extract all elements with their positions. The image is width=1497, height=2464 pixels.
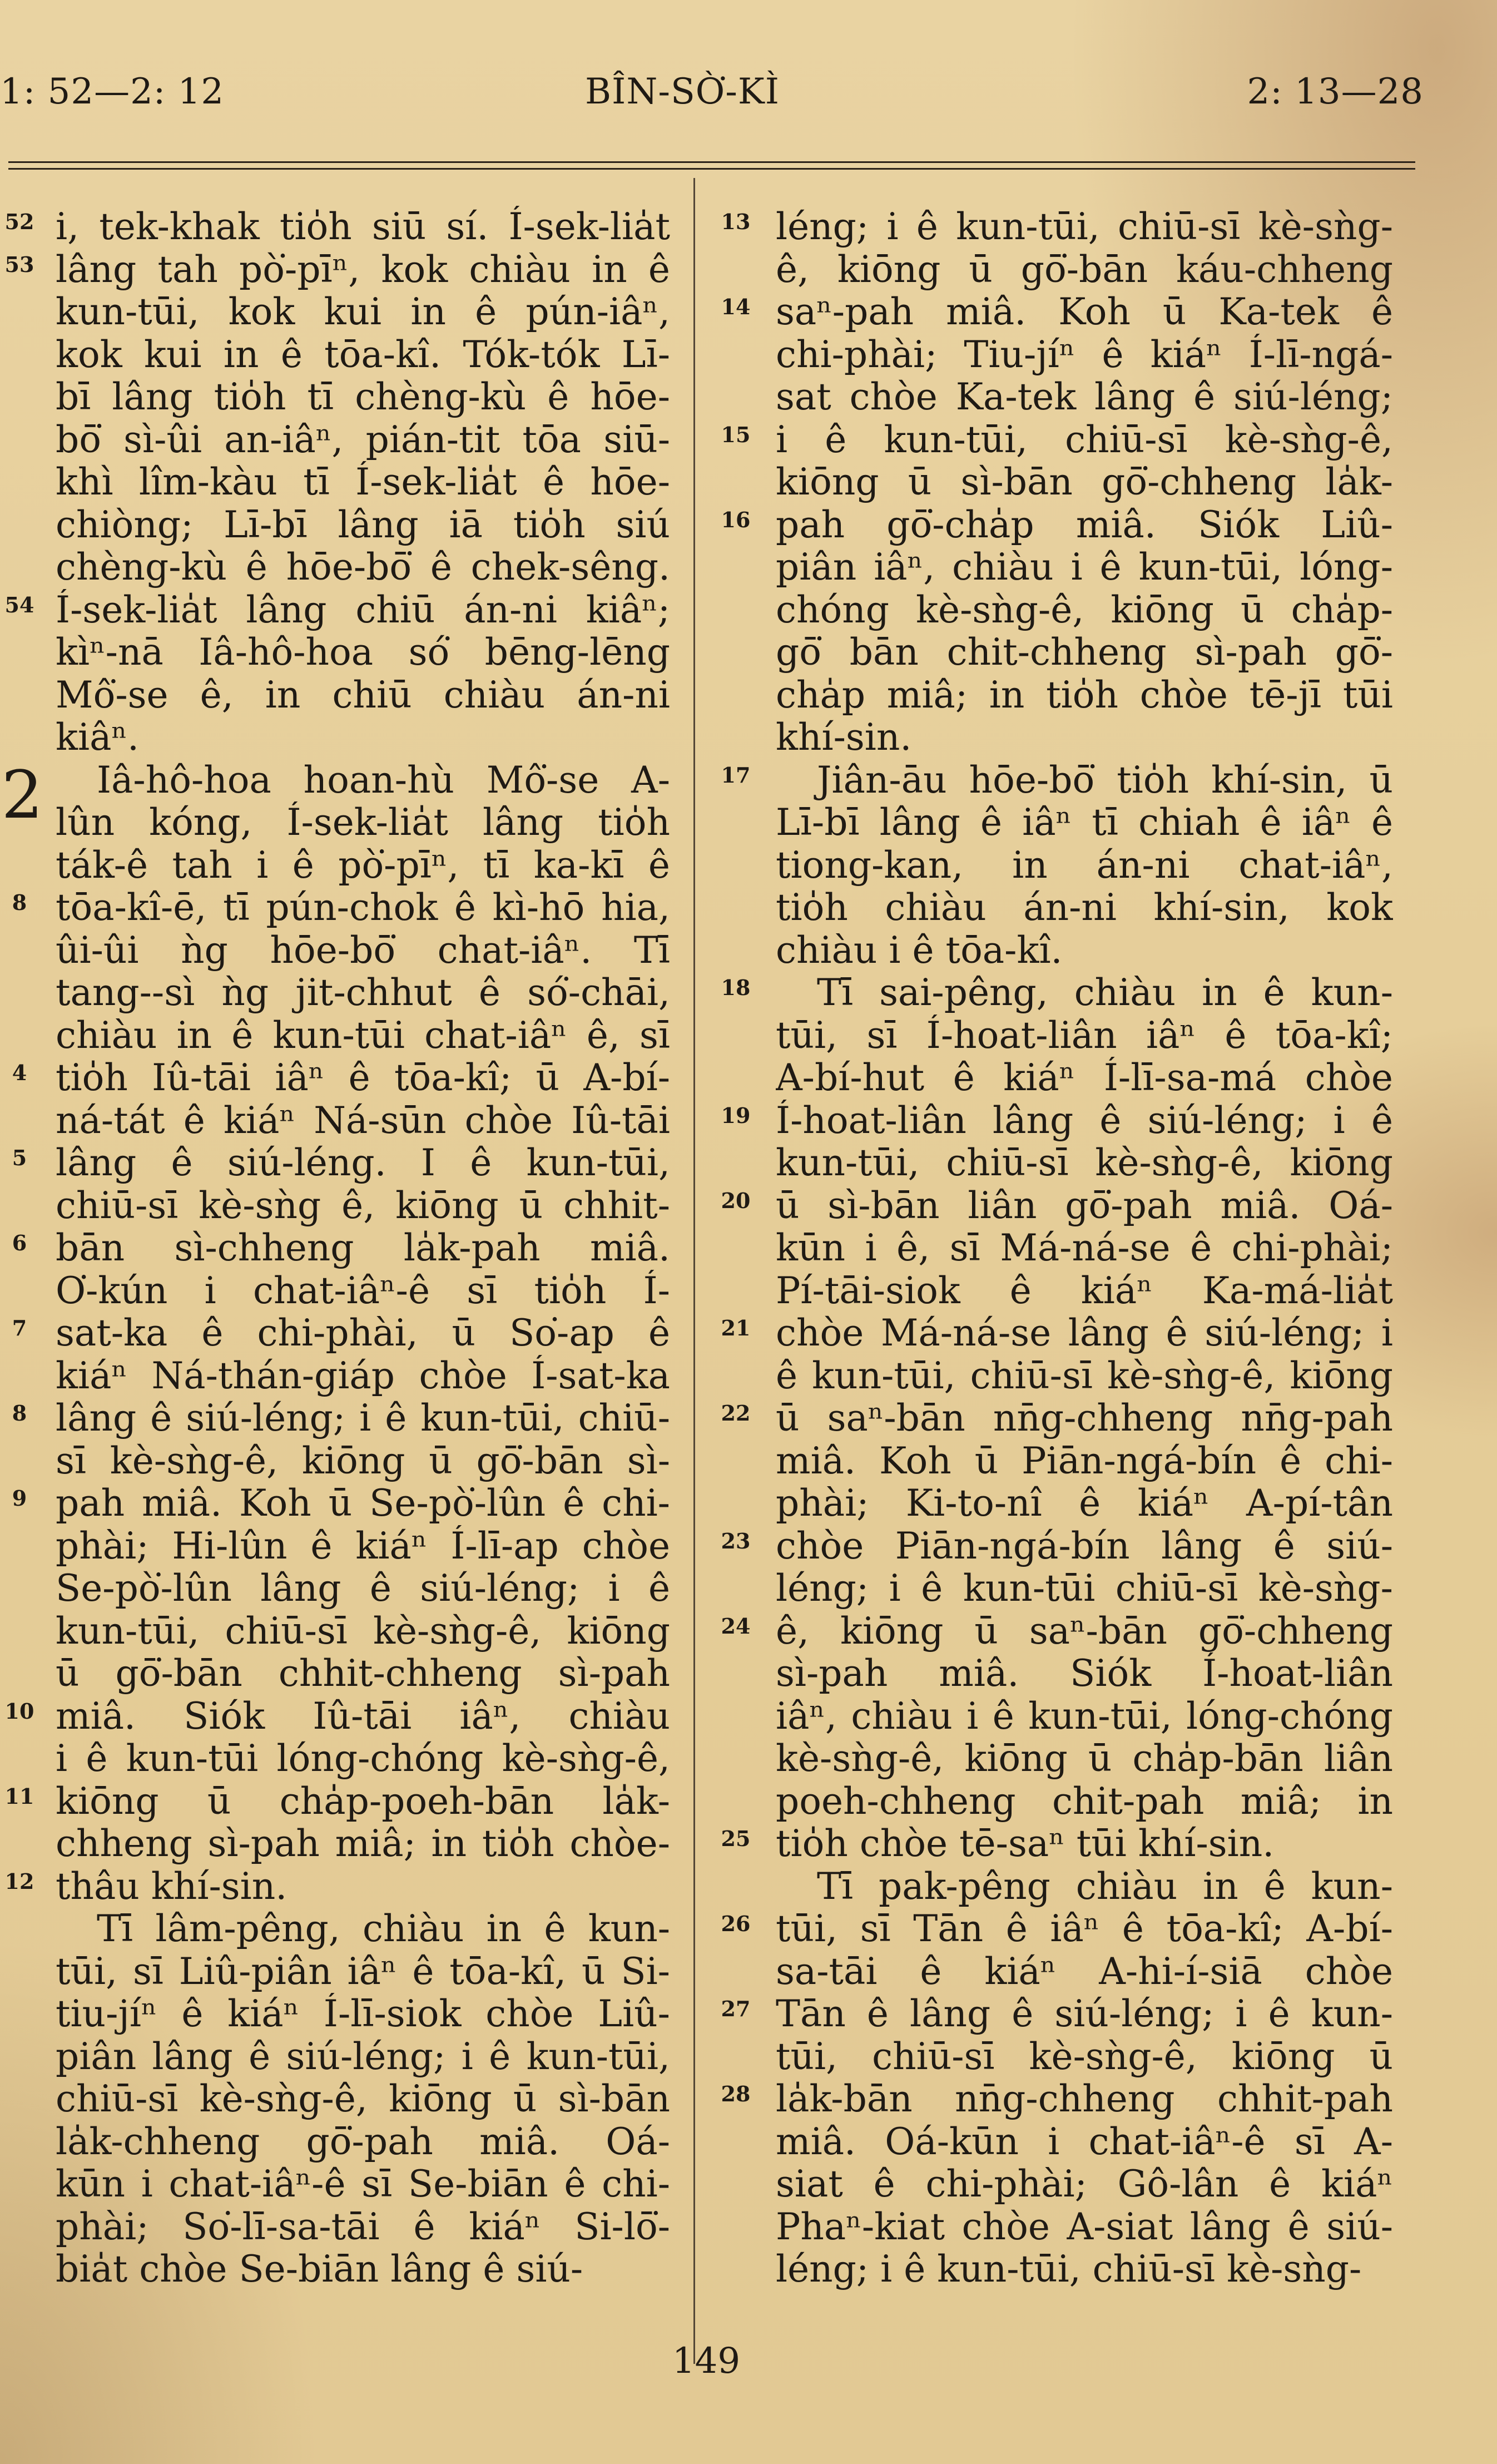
left-text-column bbox=[56, 206, 670, 2291]
verse-number: 14 bbox=[721, 294, 751, 319]
text-line: ták-ê tah i ê pò͘-pīⁿ, tī ka-kī ê bbox=[56, 844, 670, 887]
page-number: 149 bbox=[672, 2341, 741, 2382]
text-line: chòe Piān-ngá-bín lâng ê siú- bbox=[776, 1525, 1393, 1567]
text-line: chiàu in ê kun-tūi chat-iâⁿ ê, sī bbox=[56, 1014, 670, 1057]
verse-number: 21 bbox=[721, 1315, 751, 1340]
text-line: kiâⁿ. bbox=[56, 716, 139, 759]
verse-number: 4 bbox=[12, 1060, 27, 1085]
text-line: Lī-bī lâng ê iâⁿ tī chiah ê iâⁿ ê bbox=[776, 801, 1393, 844]
verse-number: 11 bbox=[4, 1783, 34, 1809]
text-line: Í-sek-lia̍t lâng chiū án-ni kiâⁿ; bbox=[56, 588, 670, 631]
header-left-reference: 1: 52—2: 12 bbox=[0, 71, 225, 112]
text-line: Iâ-hô-hoa hoan-hù Mô͘-se A- bbox=[97, 759, 670, 801]
text-line: tang--sì ǹg jit-chhut ê só͘-chāi, bbox=[56, 972, 670, 1014]
text-line: chheng sì-pah miâ; in tio̍h chòe- bbox=[56, 1823, 670, 1865]
text-line: gō͘ bān chit-chheng sì-pah gō͘- bbox=[776, 631, 1393, 674]
header-book-title: BÎN-SÒ͘-KÌ bbox=[585, 71, 780, 112]
verse-number: 13 bbox=[721, 209, 751, 234]
verse-number: 27 bbox=[721, 1996, 751, 2021]
verse-number: 8 bbox=[12, 890, 27, 915]
text-line: miâ. Oá-kūn i chat-iâⁿ-ê sī A- bbox=[776, 2120, 1393, 2163]
text-line: ûi-ûi ǹg hōe-bō͘ chat-iâⁿ. Tī bbox=[56, 929, 670, 972]
text-line: tūi, sī Í-hoat-liân iâⁿ ê tōa-kî; bbox=[776, 1014, 1393, 1057]
text-line: léng; i ê kun-tūi, chiū-sī kè-sǹg- bbox=[776, 206, 1393, 248]
text-line: Tī lâm-pêng, chiàu in ê kun- bbox=[97, 1908, 670, 1950]
text-line: piân lâng ê siú-léng; i ê kun-tūi, bbox=[56, 2035, 670, 2078]
text-line: ū sì-bān liân gō͘-pah miâ. Oá- bbox=[776, 1184, 1393, 1227]
text-line: lâng tah pò͘-pīⁿ, kok chiàu in ê bbox=[56, 248, 670, 291]
text-line: bia̍t chòe Se-biān lâng ê siú- bbox=[56, 2248, 583, 2290]
text-line: chiòng; Lī-bī lâng iā tio̍h siú bbox=[56, 503, 670, 546]
text-line: bān sì-chheng la̍k-pah miâ. bbox=[56, 1227, 670, 1269]
text-line: la̍k-bān nn̄g-chheng chhit-pah bbox=[776, 2078, 1393, 2120]
text-line: la̍k-chheng gō͘-pah miâ. Oá- bbox=[56, 2120, 670, 2163]
text-line: sat chòe Ka-tek lâng ê siú-léng; bbox=[776, 376, 1393, 418]
text-line: tio̍h chiàu án-ni khí-sin, kok bbox=[776, 887, 1393, 929]
text-line: kìⁿ-nā Iâ-hô-hoa só͘ bēng-lēng bbox=[56, 631, 670, 674]
verse-number: 10 bbox=[4, 1698, 34, 1724]
verse-number: 20 bbox=[721, 1188, 751, 1213]
text-line: thâu khí-sin. bbox=[56, 1865, 287, 1908]
verse-number: 15 bbox=[721, 422, 751, 447]
text-line: sī kè-sǹg-ê, kiōng ū gō͘-bān sì- bbox=[56, 1439, 670, 1482]
text-line: Tān ê lâng ê siú-léng; i ê kun- bbox=[776, 1993, 1393, 2035]
text-line: phài; Ki-to-nî ê kiáⁿ A-pí-tân bbox=[776, 1482, 1393, 1525]
text-line: kè-sǹg-ê, kiōng ū cha̍p-bān liân bbox=[776, 1738, 1393, 1780]
text-line: khí-sin. bbox=[776, 716, 912, 759]
verse-number: 23 bbox=[721, 1528, 751, 1553]
verse-number: 25 bbox=[721, 1826, 751, 1851]
text-line: sat-ka ê chi-phài, ū So͘-ap ê bbox=[56, 1312, 670, 1354]
text-line: tūi, sī Liû-piân iâⁿ ê tōa-kî, ū Si- bbox=[56, 1950, 670, 1993]
text-line: phài; Hi-lûn ê kiáⁿ Í-lī-ap chòe bbox=[56, 1525, 670, 1567]
verse-number: 28 bbox=[721, 2081, 751, 2106]
column-divider bbox=[693, 178, 695, 2364]
text-line: chiàu i ê tōa-kî. bbox=[776, 929, 1063, 972]
text-line: i ê kun-tūi, chiū-sī kè-sǹg-ê, bbox=[776, 418, 1393, 461]
verse-number: 9 bbox=[12, 1486, 27, 1511]
text-line: iâⁿ, chiàu i ê kun-tūi, lóng-chóng bbox=[776, 1695, 1393, 1738]
verse-number: 22 bbox=[721, 1401, 751, 1426]
verse-number: 18 bbox=[721, 975, 751, 1000]
right-text-column bbox=[776, 206, 1393, 2291]
text-line: ū gō͘-bān chhit-chheng sì-pah bbox=[56, 1652, 670, 1695]
verse-number: 54 bbox=[4, 592, 34, 617]
text-line: kiōng ū sì-bān gō͘-chheng la̍k- bbox=[776, 461, 1393, 503]
text-line: A-bí-hut ê kiáⁿ Í-lī-sa-má chòe bbox=[776, 1057, 1393, 1099]
text-line: tio̍h chòe tē-saⁿ tūi khí-sin. bbox=[776, 1823, 1275, 1865]
text-line: chiū-sī kè-sǹg-ê, kiōng ū sì-bān bbox=[56, 2078, 670, 2120]
text-line: poeh-chheng chit-pah miâ; in bbox=[776, 1780, 1393, 1823]
text-line: kun-tūi, chiū-sī kè-sǹg-ê, kiōng bbox=[776, 1142, 1393, 1184]
text-line: O͘-kún i chat-iâⁿ-ê sī tio̍h Í- bbox=[56, 1269, 670, 1312]
text-line: saⁿ-pah miâ. Koh ū Ka-tek ê bbox=[776, 291, 1393, 333]
verse-number: 26 bbox=[721, 1911, 751, 1936]
text-line: kūn i chat-iâⁿ-ê sī Se-biān ê chi- bbox=[56, 2163, 670, 2205]
text-line: Mô͘-se ê, in chiū chiàu án-ni bbox=[56, 674, 670, 716]
verse-number: 5 bbox=[12, 1145, 27, 1170]
text-line: piân iâⁿ, chiàu i ê kun-tūi, lóng- bbox=[776, 546, 1393, 588]
header-right-reference: 2: 13—28 bbox=[1247, 71, 1424, 112]
header-rule-bottom bbox=[8, 168, 1415, 170]
text-line: léng; i ê kun-tūi, chiū-sī kè-sǹg- bbox=[776, 2248, 1362, 2290]
text-line: sì-pah miâ. Siók Í-hoat-liân bbox=[776, 1652, 1393, 1695]
verse-number: 24 bbox=[721, 1613, 751, 1639]
text-line: ê, kiōng ū gō͘-bān káu-chheng bbox=[776, 248, 1393, 291]
verse-number: 52 bbox=[4, 209, 34, 234]
chapter-number: 2 bbox=[1, 756, 43, 833]
text-line: Se-pò͘-lûn lâng ê siú-léng; i ê bbox=[56, 1567, 670, 1610]
text-line: pah gō͘-cha̍p miâ. Siók Liû- bbox=[776, 503, 1393, 546]
text-line: kun-tūi, chiū-sī kè-sǹg-ê, kiōng bbox=[56, 1610, 670, 1652]
text-line: tūi, sī Tān ê iâⁿ ê tōa-kî; A-bí- bbox=[776, 1908, 1393, 1950]
verse-number: 19 bbox=[721, 1102, 751, 1128]
text-line: cha̍p miâ; in tio̍h chòe tē-jī tūi bbox=[776, 674, 1393, 716]
verse-number: 17 bbox=[721, 762, 751, 788]
text-line: miâ. Koh ū Piān-ngá-bín ê chi- bbox=[776, 1439, 1393, 1482]
text-line: tōa-kî-ē, tī pún-chok ê kì-hō hia, bbox=[56, 887, 670, 929]
text-line: miâ. Siók Iû-tāi iâⁿ, chiàu bbox=[56, 1695, 670, 1738]
verse-number: 8 bbox=[12, 1401, 27, 1426]
text-line: kun-tūi, kok kui in ê pún-iâⁿ, bbox=[56, 291, 670, 333]
text-line: ê, kiōng ū saⁿ-bān gō͘-chheng bbox=[776, 1610, 1393, 1652]
text-line: lâng ê siú-léng. I ê kun-tūi, bbox=[56, 1142, 670, 1184]
text-line: kūn i ê, sī Má-ná-se ê chi-phài; bbox=[776, 1227, 1393, 1269]
verse-number: 6 bbox=[12, 1230, 27, 1255]
text-line: siat ê chi-phài; Gô-lân ê kiáⁿ bbox=[776, 2163, 1393, 2205]
text-line: ū saⁿ-bān nn̄g-chheng nn̄g-pah bbox=[776, 1397, 1393, 1439]
text-line: ná-tát ê kiáⁿ Ná-sūn chòe Iû-tāi bbox=[56, 1099, 670, 1142]
text-line: phài; So͘-lī-sa-tāi ê kiáⁿ Si-lō͘- bbox=[56, 2205, 670, 2248]
text-line: Pí-tāi-siok ê kiáⁿ Ka-má-lia̍t bbox=[776, 1269, 1393, 1312]
text-line: kiáⁿ Ná-thán-giáp chòe Í-sat-ka bbox=[56, 1354, 670, 1397]
text-line: Tī pak-pêng chiàu in ê kun- bbox=[817, 1865, 1393, 1908]
text-line: tio̍h Iû-tāi iâⁿ ê tōa-kî; ū A-bí- bbox=[56, 1057, 670, 1099]
verse-number: 16 bbox=[721, 507, 751, 532]
text-line: khì lîm-kàu tī Í-sek-lia̍t ê hōe- bbox=[56, 461, 670, 503]
text-line: lâng ê siú-léng; i ê kun-tūi, chiū- bbox=[56, 1397, 670, 1439]
text-line: i, tek-khak tio̍h siū sí. Í-sek-lia̍t bbox=[56, 206, 670, 248]
running-header bbox=[0, 67, 1424, 117]
text-line: chóng kè-sǹg-ê, kiōng ū cha̍p- bbox=[776, 588, 1393, 631]
verse-number: 7 bbox=[12, 1315, 27, 1340]
text-line: chi-phài; Tiu-jíⁿ ê kiáⁿ Í-lī-ngá- bbox=[776, 333, 1393, 376]
text-line: bī lâng tio̍h tī chèng-kù ê hōe- bbox=[56, 376, 670, 418]
text-line: tiu-jíⁿ ê kiáⁿ Í-lī-siok chòe Liû- bbox=[56, 1993, 670, 2035]
verse-number: 12 bbox=[4, 1868, 34, 1894]
text-line: Í-hoat-liân lâng ê siú-léng; i ê bbox=[776, 1099, 1393, 1142]
text-line: chiū-sī kè-sǹg ê, kiōng ū chhit- bbox=[56, 1184, 670, 1227]
text-line: i ê kun-tūi lóng-chóng kè-sǹg-ê, bbox=[56, 1738, 670, 1780]
text-line: kok kui in ê tōa-kî. Tók-tók Lī- bbox=[56, 333, 670, 376]
text-line: tūi, chiū-sī kè-sǹg-ê, kiōng ū bbox=[776, 2035, 1393, 2078]
text-line: Tī sai-pêng, chiàu in ê kun- bbox=[817, 972, 1393, 1014]
text-line: bō͘ sì-ûi an-iâⁿ, pián-tit tōa siū- bbox=[56, 418, 670, 461]
text-line: ê kun-tūi, chiū-sī kè-sǹg-ê, kiōng bbox=[776, 1354, 1393, 1397]
text-line: Phaⁿ-kiat chòe A-siat lâng ê siú- bbox=[776, 2205, 1393, 2248]
text-line: Jiân-āu hōe-bō͘ tio̍h khí-sin, ū bbox=[817, 759, 1393, 801]
header-rule-top bbox=[8, 161, 1415, 163]
text-line: chòe Má-ná-se lâng ê siú-léng; i bbox=[776, 1312, 1393, 1354]
verse-number: 53 bbox=[4, 251, 34, 277]
text-line: pah miâ. Koh ū Se-pò͘-lûn ê chi- bbox=[56, 1482, 670, 1525]
text-line: lûn kóng, Í-sek-lia̍t lâng tio̍h bbox=[56, 801, 670, 844]
text-line: kiōng ū cha̍p-poeh-bān la̍k- bbox=[56, 1780, 670, 1823]
text-line: tiong-kan, in án-ni chat-iâⁿ, bbox=[776, 844, 1393, 887]
text-line: chèng-kù ê hōe-bō͘ ê chek-sêng. bbox=[56, 546, 670, 588]
text-line: léng; i ê kun-tūi chiū-sī kè-sǹg- bbox=[776, 1567, 1393, 1610]
text-line: sa-tāi ê kiáⁿ A-hi-í-siā chòe bbox=[776, 1950, 1393, 1993]
